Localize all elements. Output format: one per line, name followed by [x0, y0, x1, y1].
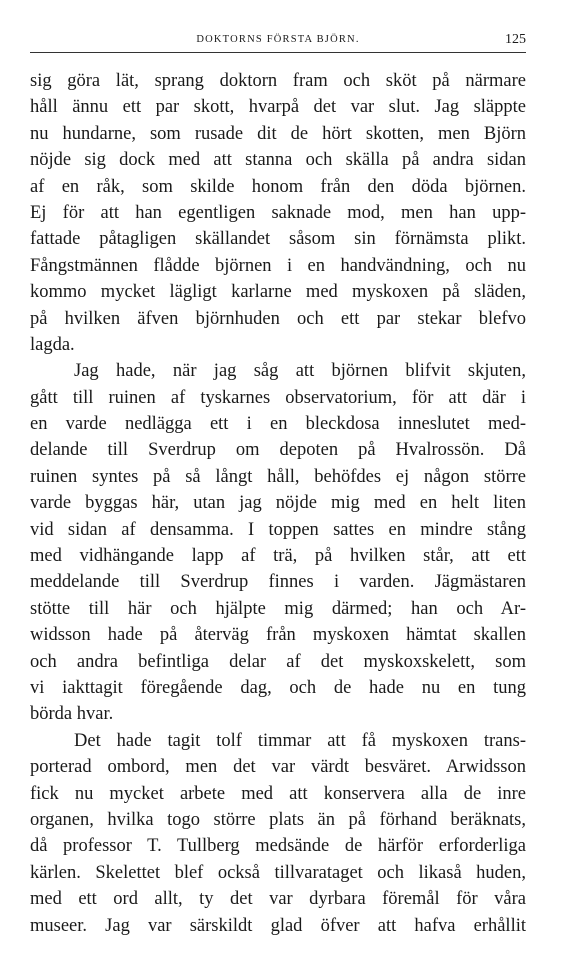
- text-line: och andra befintliga delar af det myskoxskelett, som: [30, 651, 526, 672]
- page-number: 125: [505, 32, 526, 47]
- text-line: med vidhängande lapp af trä, på hvilken står, att ett: [30, 546, 526, 567]
- text-line: porterad ombord, men det var värdt besväret. Arwidsson: [30, 757, 526, 778]
- text-line: af en råk, som skilde honom från den döda björnen.: [30, 176, 526, 197]
- text-line: sig göra lät, sprang doktorn fram och sköt på närmare: [30, 71, 526, 91]
- text-line: nu hundarne, som rusade dit de hört skotten, men Björn: [30, 123, 526, 144]
- text-line: Det hade tagit tolf timmar att få myskoxen trans-: [74, 730, 526, 751]
- text-line: kärlen. Skelettet blef också tillvarataget och likaså huden,: [30, 862, 526, 883]
- text-line: ruinen syntes på så långt håll, behöfdes ej någon större: [30, 466, 526, 487]
- running-head: DOKTORNS FÖRSTA BJÖRN.: [196, 34, 360, 45]
- text-line: museer. Jag var särskildt glad öfver att hafva erhållit: [30, 915, 526, 936]
- paragraph: [30, 358, 526, 727]
- text-line: meddelande till Sverdrup finnes i varden. Jägmästaren: [30, 572, 526, 593]
- text-line: en varde nedlägga ett i en bleckdosa inneslutet med-: [30, 414, 526, 435]
- text-line: fattade påtagligen skällandet såsom sin förnämsta plikt.: [30, 229, 526, 250]
- page-header: [30, 32, 526, 53]
- text-line: börda hvar.: [30, 704, 114, 725]
- text-line: håll ännu ett par skott, hvarpå det var slut. Jag släppte: [30, 97, 526, 118]
- paragraph: [30, 728, 526, 939]
- text-line: Fångstmännen flådde björnen i en handvändning, och nu: [30, 255, 526, 276]
- text-line: vi iakttagit föregående dag, och de hade nu en tung: [30, 677, 526, 698]
- text-line: widsson hade på återväg från myskoxen hämtat skallen: [30, 625, 526, 646]
- text-line: stötte till här och hjälpte mig därmed; han och Ar-: [30, 598, 526, 619]
- text-line: fick nu mycket arbete med att konservera alla de inre: [30, 783, 526, 804]
- text-line: nöjde sig dock med att stanna och skälla på andra sidan: [30, 150, 526, 171]
- text-line: då professor T. Tullberg medsände de härför erforderliga: [30, 836, 526, 857]
- body-text: [30, 68, 526, 939]
- text-line: delande till Sverdrup om depoten på Hvalrossön. Då: [30, 440, 526, 461]
- text-line: Jag hade, när jag såg att björnen blifvit skjuten,: [74, 361, 526, 382]
- text-line: med ett ord allt, ty det var dyrbara föremål för våra: [30, 889, 526, 910]
- text-line: på hvilken äfven björnhuden och ett par stekar blefvo: [30, 308, 526, 329]
- text-line: kommo mycket lägligt karlarne med myskoxen på släden,: [30, 282, 526, 303]
- text-line: lagda.: [30, 334, 75, 355]
- text-line: Ej för att han egentligen saknade mod, men han upp-: [30, 202, 526, 223]
- text-line: gått till ruinen af tyskarnes observatorium, för att där i: [30, 387, 526, 408]
- text-line: organen, hvilka togo större plats än på förhand beräknats,: [30, 809, 526, 830]
- text-line: varde byggas här, utan jag nöjde mig med en helt liten: [30, 493, 526, 514]
- paragraph: [30, 68, 526, 358]
- text-line: vid sidan af densamma. I toppen sattes en mindre stång: [30, 519, 526, 540]
